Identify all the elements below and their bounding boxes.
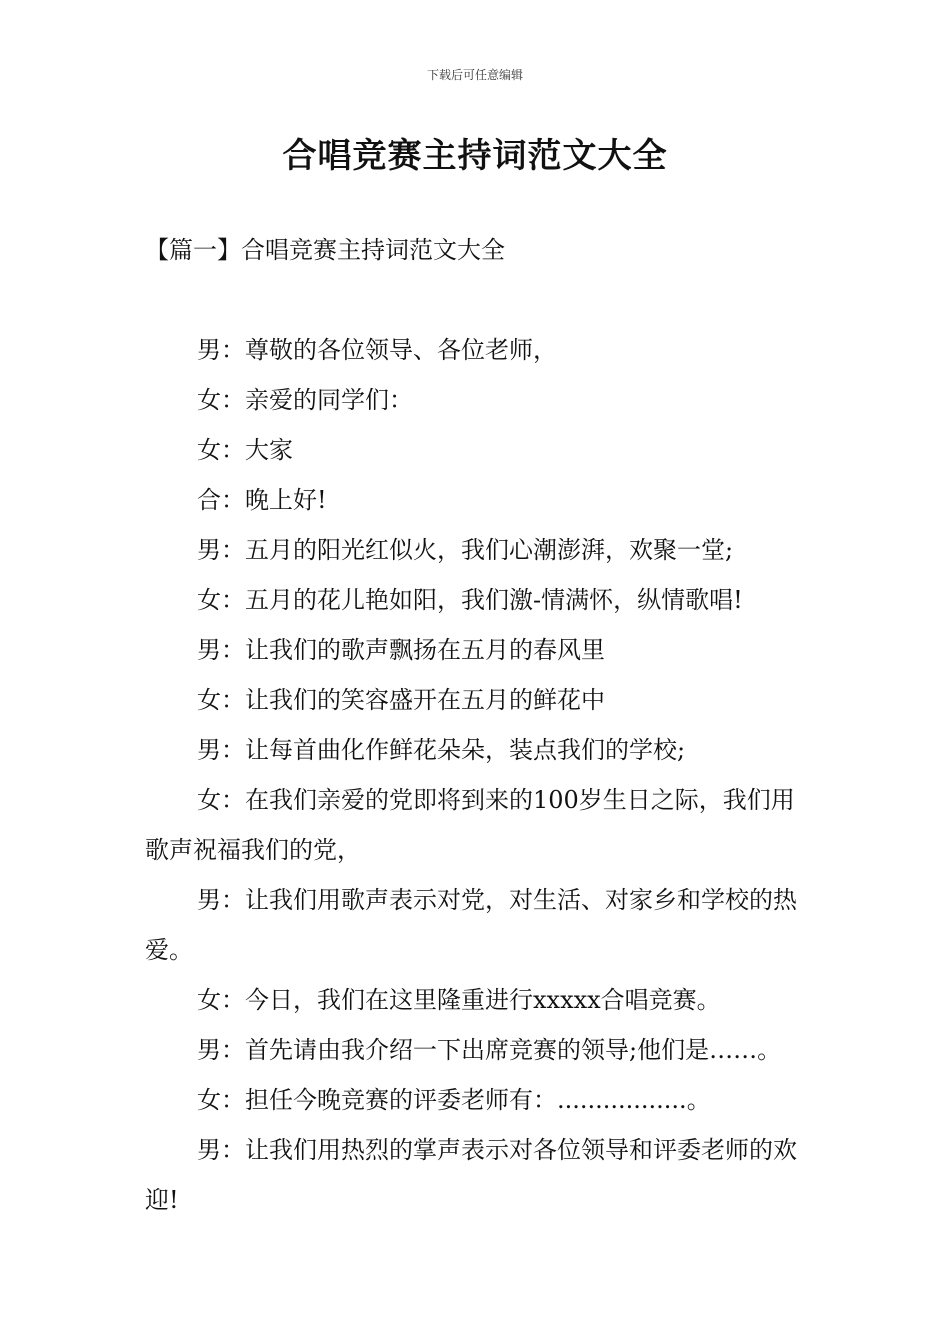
line-text: 大家: [245, 436, 293, 464]
dialogue-line: [145, 675, 810, 725]
speaker-separator: ：: [221, 986, 245, 1014]
speaker-separator: ：: [221, 486, 245, 514]
line-text: 晚上好!: [245, 486, 327, 514]
speaker-separator: ：: [221, 436, 245, 464]
dialogue-line: [145, 1025, 810, 1075]
line-text: 今日，我们在这里隆重进行xxxxx合唱竞赛。: [245, 986, 721, 1014]
speaker-label: 女: [197, 436, 221, 464]
speaker-label: 男: [197, 1136, 221, 1164]
dialogue-line: [145, 325, 810, 375]
line-text: 让我们用热烈的掌声表示对各位领导和评委老师的欢迎!: [145, 1136, 797, 1214]
speaker-separator: ：: [221, 586, 245, 614]
line-text: 首先请由我介绍一下出席竞赛的领导;他们是……。: [245, 1036, 782, 1064]
line-text: 在我们亲爱的党即将到来的100岁生日之际，我们用歌声祝福我们的党，: [145, 786, 795, 864]
speaker-label: 男: [197, 636, 221, 664]
dialogue-line: [145, 775, 810, 875]
speaker-label: 男: [197, 536, 221, 564]
document-title: 合唱竞赛主持词范文大全: [282, 136, 668, 176]
dialogue-line: [145, 1125, 810, 1225]
speaker-label: 女: [197, 986, 221, 1014]
line-text: 亲爱的同学们：: [245, 386, 413, 414]
speaker-label: 女: [197, 686, 221, 714]
speaker-separator: ：: [221, 1136, 245, 1164]
line-text: 让我们的歌声飘扬在五月的春风里: [245, 636, 605, 664]
line-text: 让我们用歌声表示对党，对生活、对家乡和学校的热爱。: [145, 886, 797, 964]
speaker-label: 男: [197, 1036, 221, 1064]
speaker-separator: ：: [221, 786, 245, 814]
speaker-separator: ：: [221, 636, 245, 664]
speaker-label: 女: [197, 586, 221, 614]
dialogue-line: [145, 1075, 810, 1125]
dialogue-line: [145, 875, 810, 975]
line-text: 让我们的笑容盛开在五月的鲜花中: [245, 686, 605, 714]
speaker-label: 女: [197, 386, 221, 414]
speaker-separator: ：: [221, 536, 245, 564]
speaker-label: 男: [197, 736, 221, 764]
header-note: 下载后可任意编辑: [426, 68, 523, 82]
speaker-label: 女: [197, 1086, 221, 1114]
line-text: 五月的阳光红似火，我们心潮澎湃，欢聚一堂;: [245, 536, 734, 564]
dialogue-body: [145, 325, 810, 1225]
dialogue-line: [145, 975, 810, 1025]
line-text: 尊敬的各位领导、各位老师，: [245, 336, 557, 364]
line-text: 五月的花儿艳如阳，我们激-情满怀，纵情歌唱!: [245, 586, 743, 614]
speaker-separator: ：: [221, 336, 245, 364]
speaker-label: 男: [197, 336, 221, 364]
speaker-label: 合: [197, 486, 221, 514]
speaker-separator: ：: [221, 736, 245, 764]
speaker-separator: ：: [221, 1036, 245, 1064]
dialogue-line: [145, 525, 810, 575]
dialogue-line: [145, 425, 810, 475]
speaker-label: 男: [197, 886, 221, 914]
dialogue-line: [145, 575, 810, 625]
section-heading: 【篇一】合唱竞赛主持词范文大全: [145, 236, 505, 264]
speaker-label: 女: [197, 786, 221, 814]
speaker-separator: ：: [221, 386, 245, 414]
dialogue-line: [145, 375, 810, 425]
speaker-separator: ：: [221, 886, 245, 914]
speaker-separator: ：: [221, 1086, 245, 1114]
dialogue-line: [145, 475, 810, 525]
dialogue-line: [145, 725, 810, 775]
dialogue-line: [145, 625, 810, 675]
line-text: 让每首曲化作鲜花朵朵，装点我们的学校;: [245, 736, 686, 764]
line-text: 担任今晚竞赛的评委老师有：.................。: [245, 1086, 711, 1114]
speaker-separator: ：: [221, 686, 245, 714]
